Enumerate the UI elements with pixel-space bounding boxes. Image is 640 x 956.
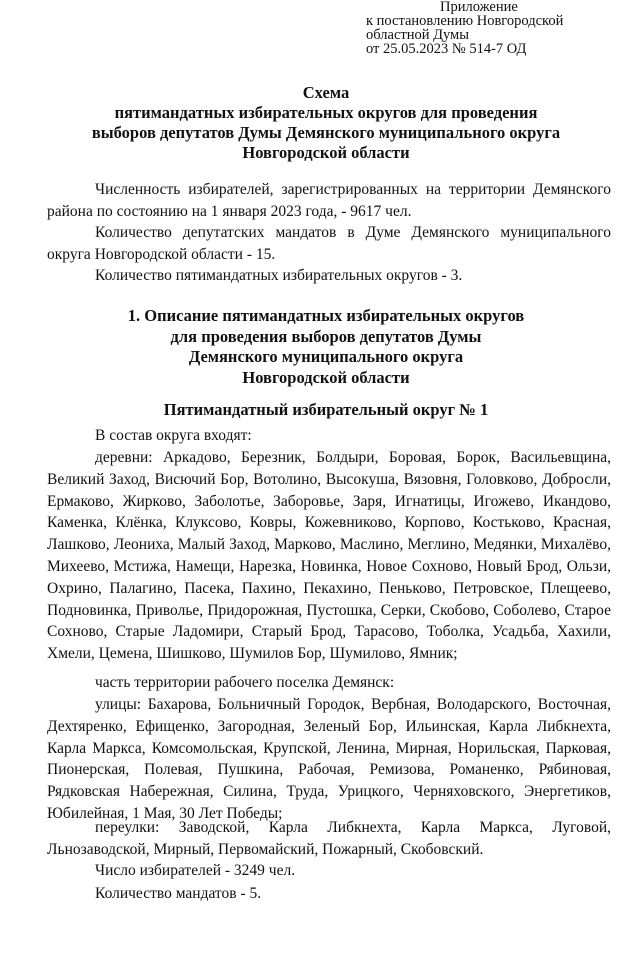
section-1-line-3: Демянского муниципального округа — [188, 347, 464, 366]
approval-line-1: Приложение — [440, 0, 518, 15]
document-title — [40, 83, 612, 163]
intro-paragraph-okrugs: Количество пятимандатных избирательных округов - 3. — [95, 267, 463, 284]
title-line-1: Схема — [302, 83, 350, 102]
okrug-1-lanes: переулки: Заводской, Карла Либкнехта, Карла Маркса, Луговой, Льнозаводской, Мирный, Первомайский, Пожарный, Скобовский. — [47, 819, 611, 858]
intro-paragraph-mandates: Количество депутатских мандатов в Думе Демянского муниципального округа Новгородской области - 15. — [47, 224, 611, 263]
section-1-line-2: для проведения выборов депутатов Думы — [170, 326, 482, 346]
title-line-4: Новгородской области — [242, 143, 410, 162]
approval-line-4: от 25.05.2023 № 514-7 ОД — [366, 41, 527, 57]
title-line-2: пятимандатных избирательных округов для проведения — [114, 103, 538, 122]
title-line-3: выборов депутатов Думы Демянского муниципального округа — [91, 123, 561, 142]
section-1-line-1: 1. Описание пятимандатных избирательных округов — [127, 306, 525, 325]
section-1-title — [40, 306, 612, 388]
section-1-line-4: Новгородской области — [242, 367, 410, 387]
okrug-1-voters: Число избирателей - 3249 чел. — [95, 862, 296, 879]
okrug-1-part: часть территории рабочего поселка Демянск: — [95, 674, 395, 691]
approval-line-2: к постановлению Новгородской — [366, 13, 564, 29]
okrug-1-composition: В состав округа входят: — [95, 427, 252, 444]
intro-paragraph-voters: Численность избирателей, зарегистрированных на территории Демянского района по состоянию на 1 января 2023 года, - 9617 чел. — [47, 181, 611, 220]
okrug-1-villages: деревни: Аркадово, Березник, Болдыри, Боровая, Борок, Васильевщина, Великий Заход, Висючий Бор, Вотолино, Высокуша, Вязовня, Головково, Добросли, Ермаково, Жирково, Заболотье, Заборовье, Заря, Игнатицы, Игожево, Икандово, Каменка, Клёнка, Клуксово, Ковры, Кожевниково, Корпово, Костьково, Красная, Лашково, Леониха, Малый Заход, Марково, Маслино, Меглино, Медянки, Михалёво, Михеево, Мстижа, Намещи, Нарезка, Новинка, Новое Сохново, Новый Брод, Ользи, Охрино, Палагино, Пасека, Пахино, Пекахино, Пеньково, Петровское, Плещеево, Подновинка, Приволье, Придорожная, Пустошка, Серки, Скобово, Соболево, Старое Сохново, Старые Ладомири, Старый Брод, Тарасово, Тоболка, Усадьба, Хахили, Хмели, Цемена, Шишково, Шумилов Бор, Шумилово, Ямник; — [47, 449, 611, 663]
okrug-1-title: Пятимандатный избирательный округ № 1 — [163, 400, 489, 419]
approval-stamp — [366, 0, 636, 56]
approval-line-3: областной Думы — [366, 27, 469, 43]
okrug-1-mandates: Количество мандатов - 5. — [95, 885, 262, 902]
okrug-1-streets: улицы: Бахарова, Больничный Городок, Вербная, Володарского, Восточная, Дехтяренко, Ефищенко, Загородная, Зеленый Бор, Ильинская, Карла Либкнехта, Карла Маркса, Комсомольская, Крупской, Ленина, Мирная, Норильская, Парковая, Пионерская, Полевая, Пушкина, Рабочая, Ремизова, Романенко, Рябиновая, Рядковская Набережная, Силина, Труда, Урицкого, Черняховского, Энергетиков, Юбилейная, 1 Мая, 30 Лет Победы; — [47, 696, 611, 822]
